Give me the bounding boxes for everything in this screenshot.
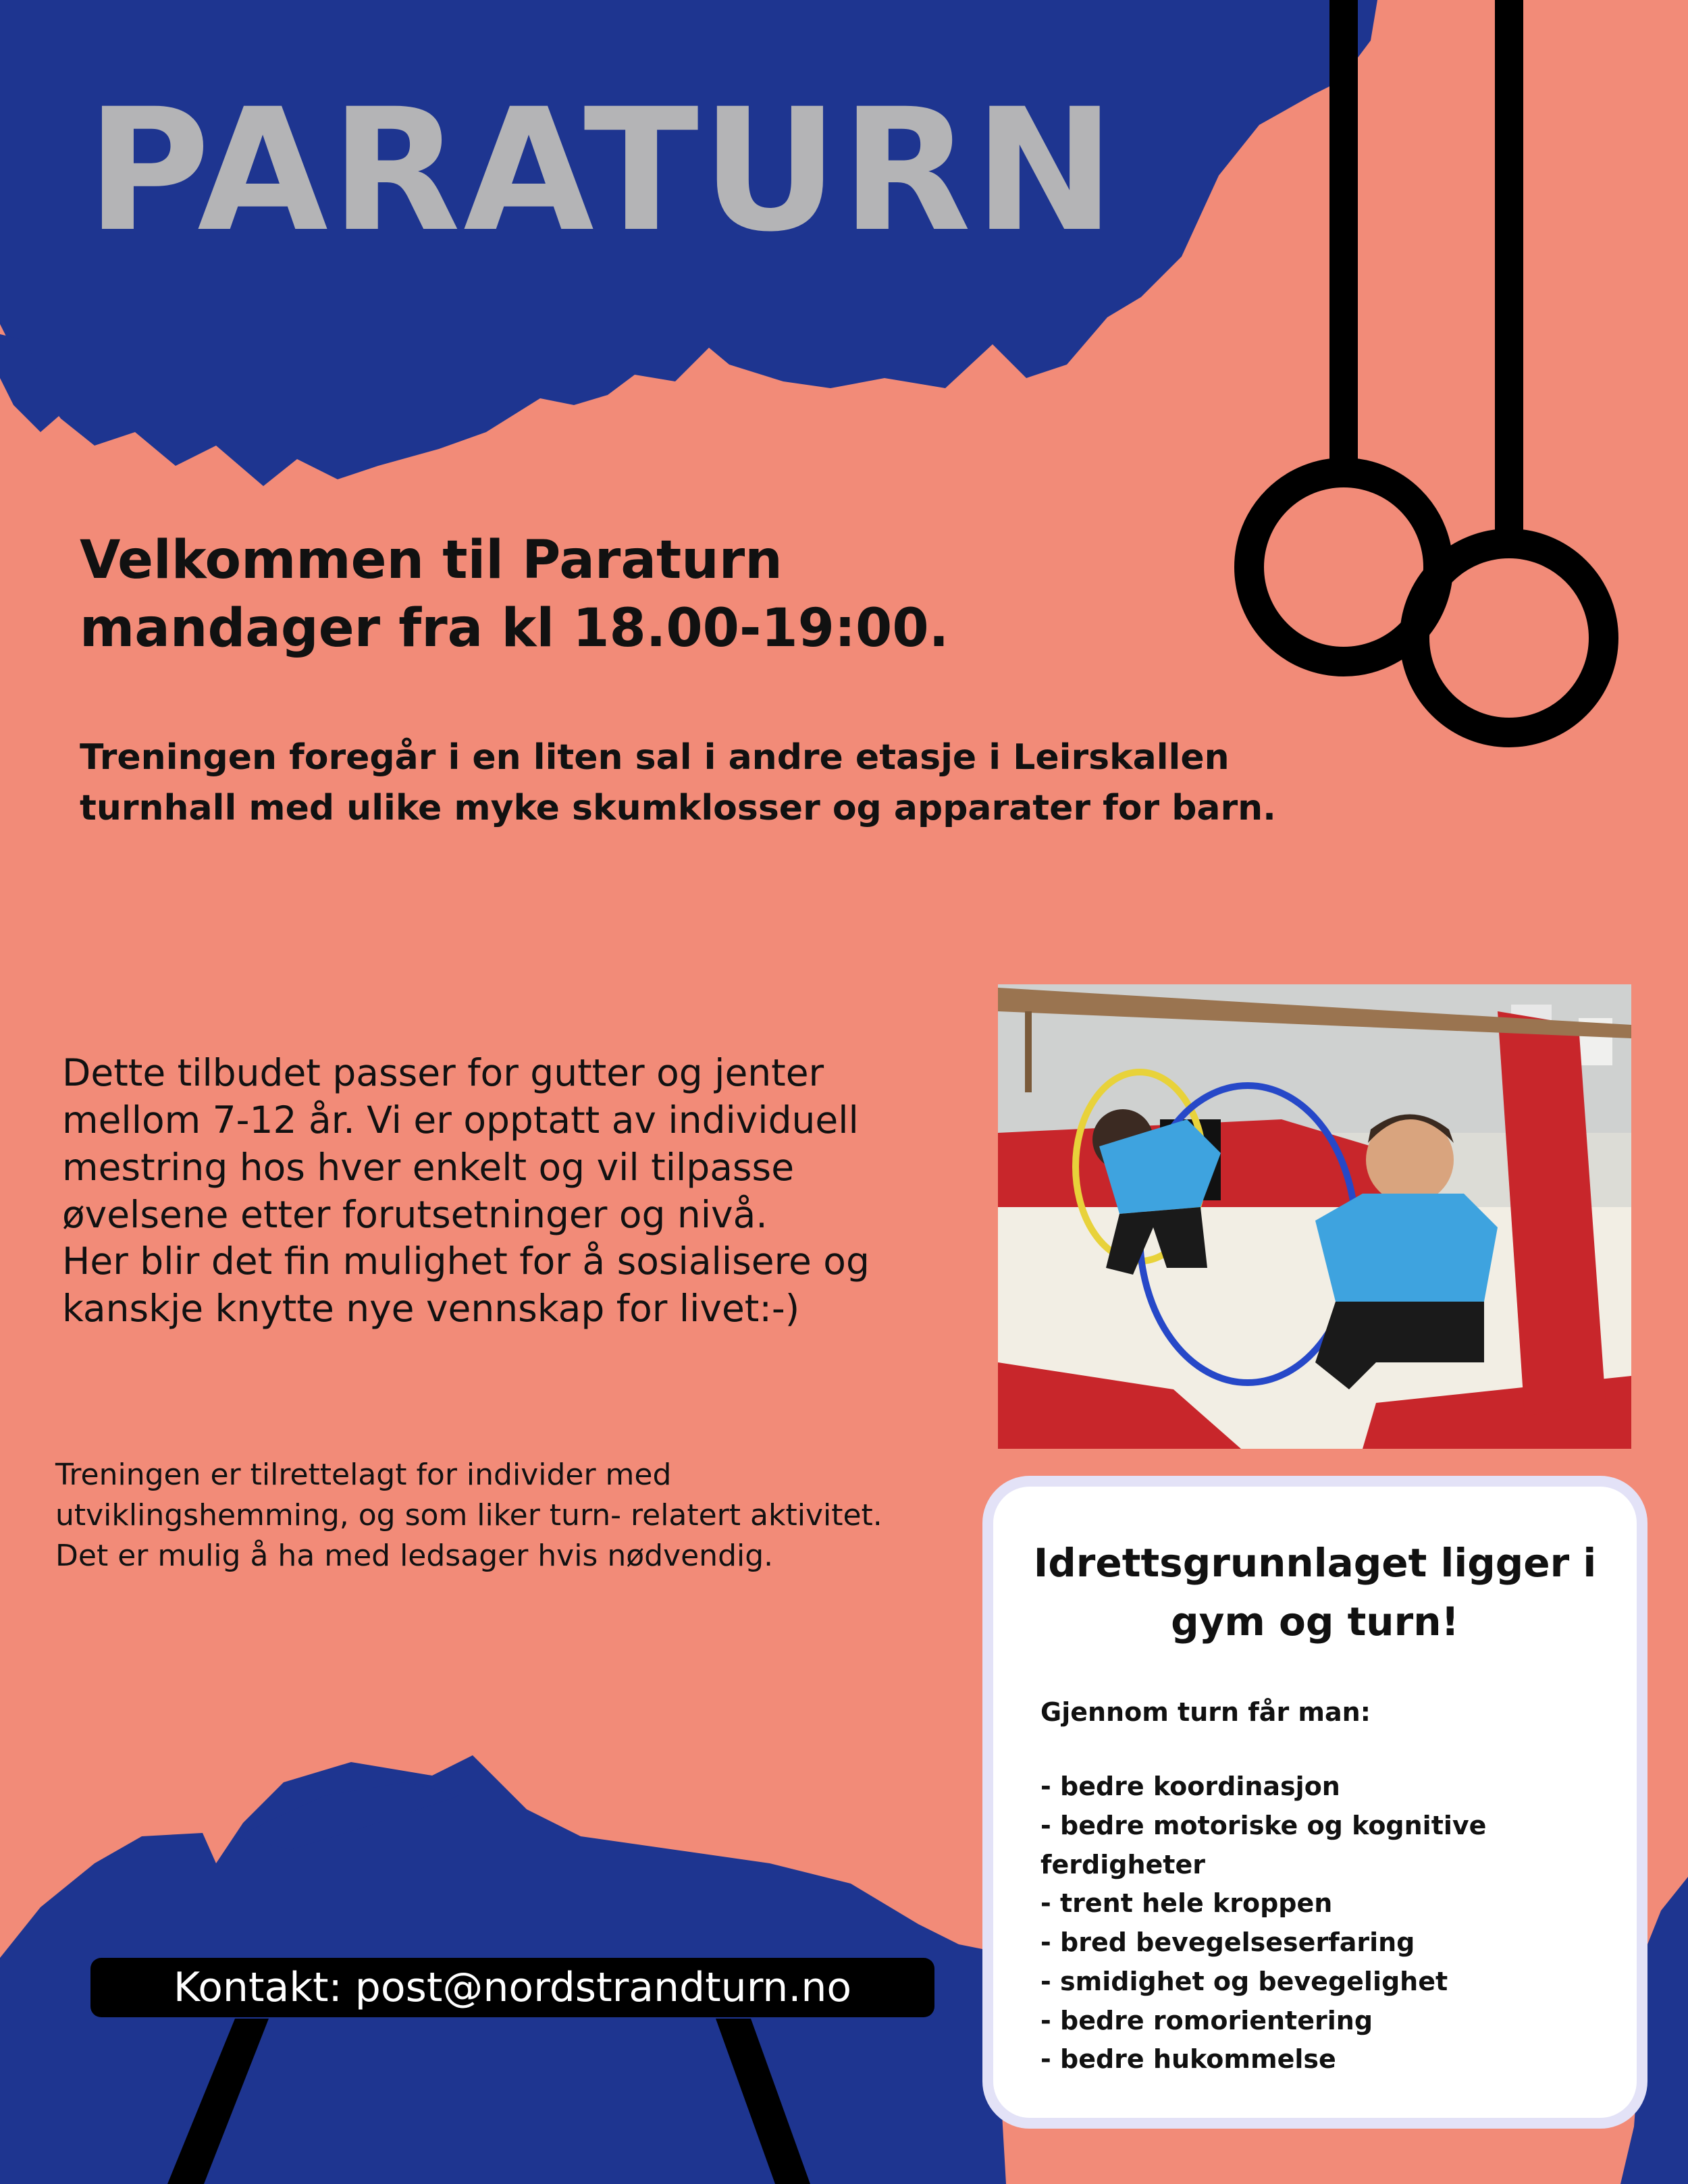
list-item: - bedre hukommelse [1040,2044,1336,2075]
list-item: - bedre motoriske og kognitive ferdigheter [1040,1810,1487,1880]
info-box [982,1476,1647,2129]
location-line-2: turnhall med ulike myke skumklosser og apparater for barn. [80,788,1276,829]
page-title: PARATURN [86,72,1118,269]
info-box-title: Idrettsgrunnlaget ligger i gym og turn! [1033,1540,1597,1645]
list-item: - bred bevegelseserfaring [1040,1927,1415,1957]
welcome-line-2: mandager fra kl 18.00-19:00. [80,598,949,660]
rings-icon [1249,0,1604,733]
list-item: - bedre romorientering [1040,2005,1373,2035]
location-line-1: Treningen foregår i en liten sal i andre etasje i Leirskallen [80,737,1230,778]
list-item: - smidighet og bevegelighet [1040,1966,1448,1996]
location-text [80,733,1430,834]
adapted-paragraph: Treningen er tilrettelagt for individer med utviklingshemming, og som liker turn- relatert aktivitet. Det er mulig å ha med ledsager hvis nødvendig. [55,1458,882,1573]
list-item: - trent hele kroppen [1040,1888,1333,1919]
welcome-line-1: Velkommen til Paraturn [80,530,783,591]
info-box-intro: Gjennom turn får man: [1040,1697,1371,1727]
list-item: - bedre koordinasjon [1040,1772,1340,1801]
welcome-heading [80,527,1092,664]
offer-paragraph: Dette tilbudet passer for gutter og jenter mellom 7-12 år. Vi er opptatt av individuell mestring hos hver enkelt og vil tilpasse øvelsene etter forutsetninger og nivå. Her blir det fin mulighet for å sosialisere og kanskje knytte nye vennskap for livet:-) [62,1051,870,1331]
contact-banner[interactable]: Kontakt: post@nordstrandturn.no [90,1958,934,2017]
gymnastics-photo [998,984,1631,1449]
benefits-list [1040,1767,1594,2079]
